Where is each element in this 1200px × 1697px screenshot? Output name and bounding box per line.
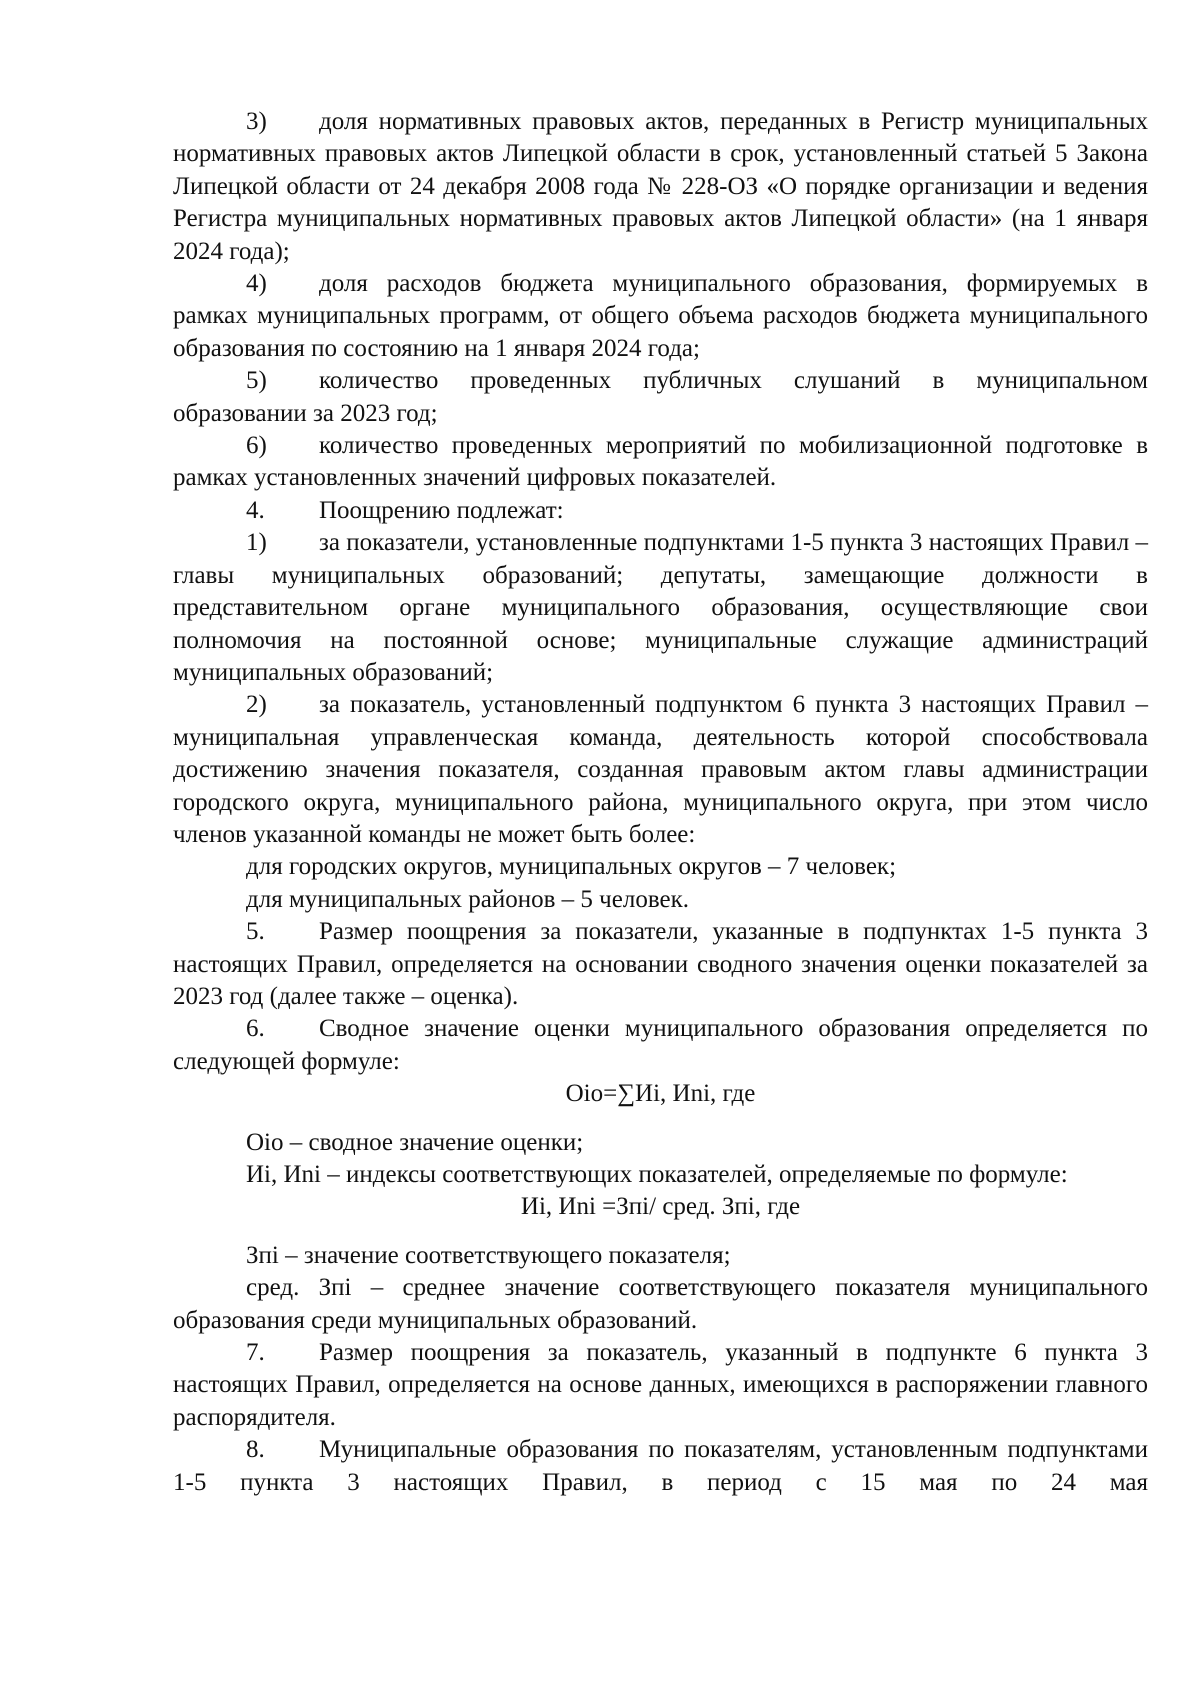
paragraph-subitem-2 [173,689,1148,851]
paragraph-section-4 [173,495,1148,527]
item-text: Поощрению подлежат: [319,496,564,524]
item-number: 4) [246,270,267,298]
paragraph-municipal-districts: для муниципальных районов – 5 человек. [246,885,689,913]
formula-index: Иi, Иni =Зпi/ сред. Зпi, где [520,1193,801,1221]
item-text: за показатели, установленные подпунктами 1-5 пункта 3 настоящих Правил – главы муниципальных образований; депутаты, замещающие должности в представительном органе муниципального образования, осуществляющие свои полномочия на постоянной основе; муниципальные служащие администраций муниципальных образований; [173,529,1148,686]
paragraph-index-definition: Иi, Иni – индексы соответствующих показателей, определяемые по формуле: [246,1161,1068,1188]
item-text: за показатель, установленный подпунктом 6 пункта 3 настоящих Правил – муниципальная управленческая команда, деятельность которой способствовала достижению значения показателя, созданная правовым актом главы администрации городского округа, муниципального района, муниципального округа, при этом число членов указанной команды не может быть более: [173,691,1148,848]
paragraph-section-7 [173,1337,1148,1434]
paragraph-zpi-definition: Зпi – значение соответствующего показателя; [246,1241,731,1269]
item-text: Муниципальные образования по показателям, установленным подпунктами 1-5 пункта 3 настоящих Правил, в период с 15 мая по 24 мая [173,1436,1148,1496]
item-text: Размер поощрения за показатель, указанный в подпункте 6 пункта 3 настоящих Правил, определяется на основе данных, имеющихся в распоряжении главного распорядителя. [173,1339,1148,1431]
item-number: 2) [246,691,267,719]
item-number: 6. [246,1015,265,1043]
paragraph-oio-definition: Оio – сводное значение оценки; [246,1128,584,1156]
paragraph-item-6 [173,430,1148,495]
document-page [173,106,1148,1499]
item-text: количество проведенных мероприятий по мобилизационной подготовке в рамках установленных значений цифровых показателей. [173,432,1148,492]
paragraph-city-districts: для городских округов, муниципальных округов – 7 человек; [246,853,897,881]
paragraph-item-4 [173,268,1148,365]
item-text: Сводное значение оценки муниципального образования определяется по следующей формуле: [173,1015,1148,1075]
item-number: 5) [246,367,267,395]
paragraph-avg-zpi-definition: сред. Зпi – среднее значение соответствующего показателя муниципального образования среди муниципальных образований. [173,1274,1148,1334]
paragraph-section-8 [173,1434,1148,1499]
item-text: доля расходов бюджета муниципального образования, формируемых в рамках муниципальных программ, от общего объема расходов бюджета муниципального образования по состоянию на 1 января 2024 года; [173,270,1148,362]
paragraph-item-5 [173,365,1148,430]
paragraph-subitem-1 [173,527,1148,689]
item-number: 6) [246,432,267,460]
item-number: 1) [246,529,267,557]
item-number: 5. [246,918,265,946]
item-text: Размер поощрения за показатели, указанные в подпунктах 1-5 пункта 3 настоящих Правил, определяется на основании сводного значения оценки показателей за 2023 год (далее также – оценка). [173,918,1148,1010]
item-text: доля нормативных правовых актов, переданных в Регистр муниципальных нормативных правовых актов Липецкой области в срок, установленный статьей 5 Закона Липецкой области от 24 декабря 2008 года № 228-ОЗ «О порядке организации и ведения Регистра муниципальных нормативных правовых актов Липецкой области» (на 1 января 2024 года); [173,108,1148,265]
item-text: количество проведенных публичных слушаний в муниципальном образовании за 2023 год; [173,367,1148,427]
paragraph-section-5 [173,916,1148,1013]
paragraph-section-6 [173,1013,1148,1078]
paragraph-item-3 [173,106,1148,268]
item-number: 8. [246,1436,265,1464]
item-number: 7. [246,1339,265,1367]
formula-summary-score: Оio=∑Иi, Иni, где [565,1080,756,1108]
item-number: 4. [246,496,265,524]
item-number: 3) [246,108,267,135]
